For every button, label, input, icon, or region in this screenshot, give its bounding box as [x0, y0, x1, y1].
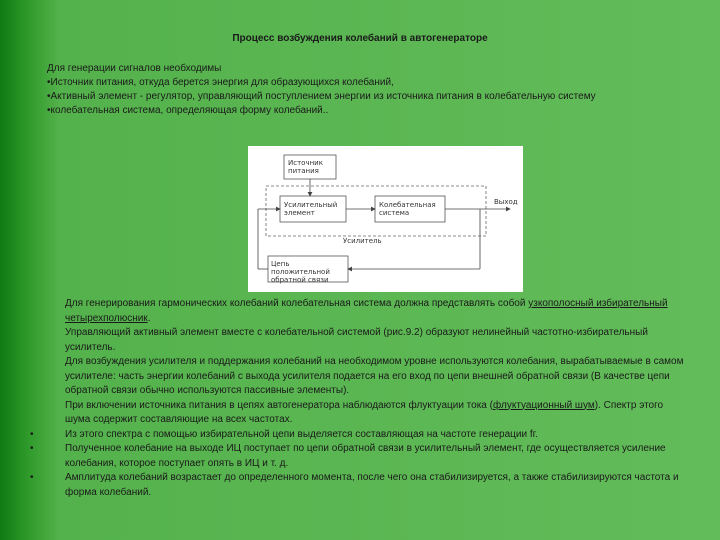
intro-lead: Для генерации сигналов необходимы	[47, 63, 222, 74]
paragraph-1-end: .	[147, 312, 151, 324]
narrowband-filter-link[interactable]: узкополосный избирательный четырехполюсник	[65, 298, 668, 324]
source-label: Источник питания	[288, 159, 323, 175]
paragraph-4-text: При включении источника питания в цепях автогенератора наблюдаются флуктуации тока (	[65, 399, 493, 411]
bullet-text: Амплитуда колебаний возрастает до определенного момента, после чего она стабилизируется, а также стабилизируются частота и форма колебаний.	[65, 472, 679, 498]
bullet-text: Из этого спектра с помощью избирательной цепи выделяется составляющая на частоте генерации fг.	[65, 428, 538, 440]
paragraph-1	[30, 297, 685, 326]
output-label: Выход	[494, 198, 518, 206]
paragraph-2: Управляющий активный элемент вместе с колебательной системой (рис.9.2) образуют нелинейный частотно-избирательный усилитель.	[65, 327, 648, 353]
body-text	[30, 297, 685, 500]
amplifier-label: Усилительный элемент	[284, 201, 338, 217]
bullet-mark: •	[30, 472, 34, 483]
page-title: Процесс возбуждения колебаний в автогенераторе	[232, 33, 488, 44]
intro-item-source: •Источник питания, откуда берется энергия для образующихся колебаний,	[47, 77, 394, 88]
bullet-text: Полученное колебание на выходе ИЦ поступает по цепи обратной связи в усилительный элемент, где осуществляется усиление колебания, которое поступает опять в ИЦ и т. д.	[65, 443, 666, 469]
amplifier-caption: Усилитель	[343, 237, 382, 245]
bullet-mark: •	[30, 428, 34, 440]
oscillator-label: Колебательная система	[379, 201, 436, 217]
feedback-label: Цепь положительной обратной связи	[271, 260, 330, 284]
paragraph-3: Для возбуждения усилителя и поддержания колебаний на необходимом уровне используются колебания, вырабатываемые в самом усилителе: часть энергии колебаний с выхода усилителя подается на его вход по цепи внешней обратной связи (В качестве цепи обратной связи обычно используются пассивные элементы).	[65, 356, 684, 396]
paragraph-4	[30, 399, 685, 428]
paragraph-1-text: Для генерирования гармонических колебаний колебательная система должна представлять собой	[65, 298, 526, 309]
bullet-item	[30, 442, 685, 471]
intro-item-oscillating-system: •колебательная система, определяющая форму колебаний..	[47, 105, 329, 116]
block-diagram	[248, 146, 523, 292]
bullet-item	[30, 428, 685, 443]
intro-block	[47, 62, 677, 118]
bullet-item	[30, 471, 685, 500]
paragraph-4-end: ). Спектр этого шума содержит составляющие на всех частотах.	[65, 399, 664, 425]
bullet-mark: •	[30, 443, 34, 454]
intro-item-active-element: •Активный элемент - регулятор, управляющий поступлением энергии из источника питания в колебательную систему	[47, 91, 596, 102]
fluctuation-noise-link[interactable]: флуктуационный шум	[492, 399, 595, 411]
